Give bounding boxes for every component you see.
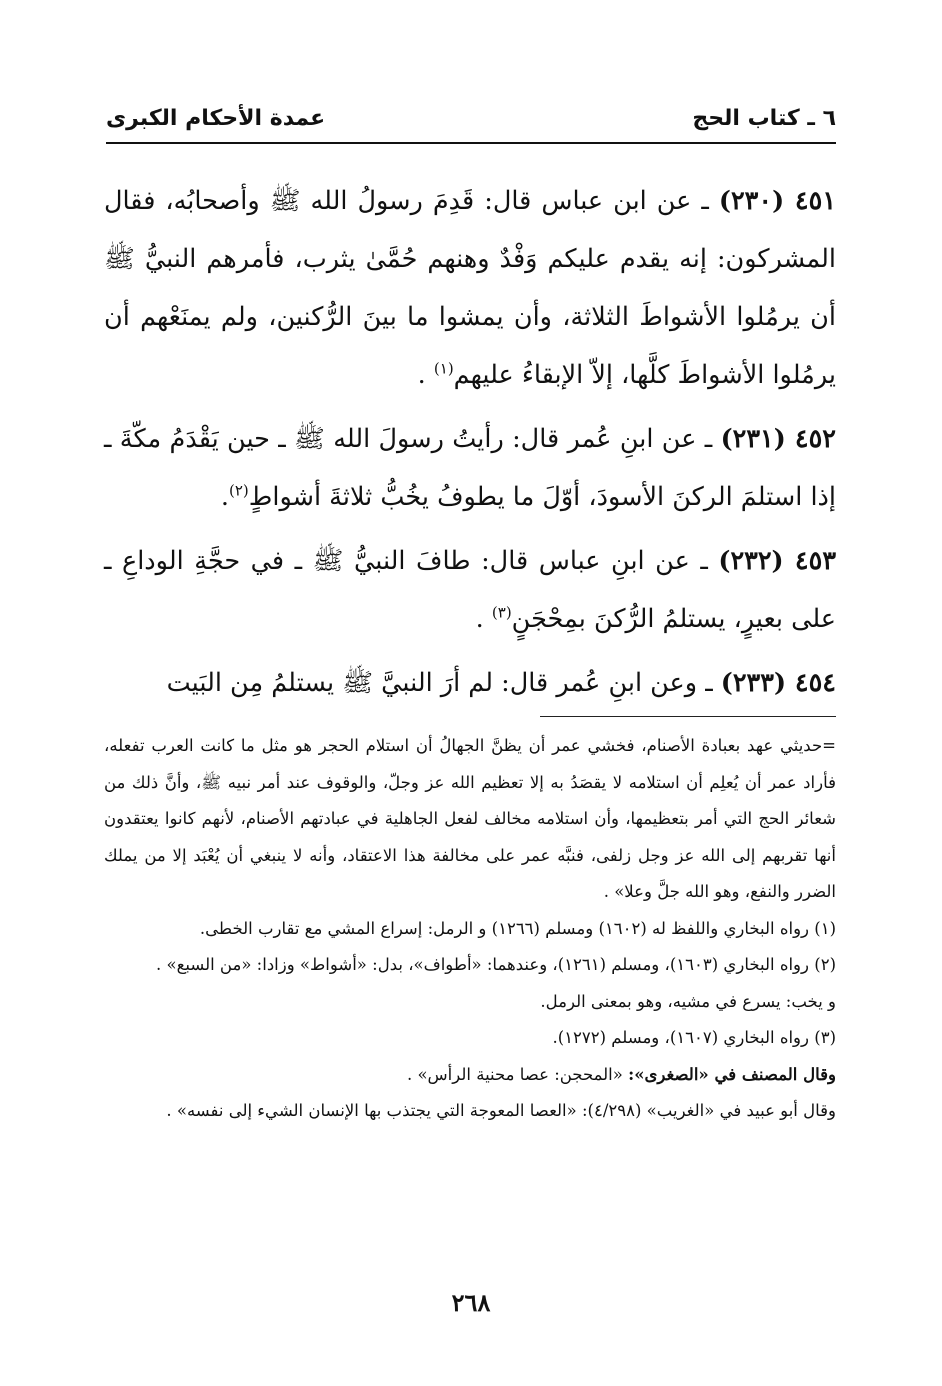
hadith-451: [104, 172, 836, 404]
hadith-body: ـ عن ابن عباس قال: قَدِمَ رسولُ الله ﷺ وأصحابُه، فقال المشركون: إنه يقدم عليكم وَفْدٌ وهنهم حُمَّىٰ يثرب، فأمرهم النبيُّ ﷺ أن يرمُلوا الأشواطَ الثلاثة، وأن يمشوا ما بينَ الرُّكنين، ولم يمنَعْهم أن يرمُلوا الأشواطَ كلَّها، إلاّ الإبقاءُ عليهم: [104, 186, 836, 390]
footnote-separator: [540, 716, 836, 717]
footnote-ref: (٢): [229, 481, 249, 500]
hadith-end: .: [475, 604, 492, 634]
hadith-text: [104, 172, 836, 718]
page-number: ٢٦٨: [451, 1288, 491, 1317]
footnote-ref: (١): [433, 359, 454, 378]
footnotes: [104, 728, 836, 1130]
hadith-number: ٤٥١ (٢٣٠): [718, 186, 837, 216]
hadith-end: .: [220, 482, 229, 512]
hadith-body: ـ عن ابنِ عُمر قال: رأيتُ رسولَ الله ﷺ ـ حين يَقْدَمُ مكّةَ ـ إذا استلمَ الركنَ الأسودَ، أوّلَ ما يطوفُ يخُبُّ ثلاثةَ أشواطٍ: [104, 424, 836, 512]
hadith-number: ٤٥٣ (٢٣٢): [718, 546, 837, 576]
footnote-3-gharib: وقال أبو عبيد في «الغريب» (٤/٢٩٨): «العصا المعوجة التي يجتذب بها الإنسان الشيء إلى نفسه» .: [166, 1101, 836, 1120]
hadith-number: ٤٥٢ (٢٣١): [720, 424, 836, 454]
header-rule: [106, 142, 836, 144]
footnote-2-gloss: و يخب: يسرع في مشيه، وهو بمعنى الرمل.: [540, 991, 836, 1011]
footnote-2: (٢) رواه البخاري (١٦٠٣)، ومسلم (١٢٦١)، وعندهما: «أطواف»، بدل: «أشواط» وزادا: «من السبع» .: [156, 955, 836, 974]
hadith-454: [104, 654, 836, 712]
hadith-body: ـ وعن ابنِ عُمر قال: لم أرَ النبيَّ ﷺ يستلمُ مِن البَيت: [166, 668, 721, 698]
hadith-453: [104, 532, 836, 648]
hadith-body: ـ عن ابنِ عباس قال: طافَ النبيُّ ﷺ ـ في حجَّةِ الوداعِ ـ على بعيرٍ، يستلمُ الرُّكنَ بمِحْجَنٍ: [104, 546, 836, 634]
footnote-continuation: =حديثي عهد بعبادة الأصنام، فخشي عمر أن يظنَّ الجهالُ أن استلام الحجر هو مثل ما كانت العرب تفعله، فأراد عمر أن يُعلِم أن استلامه لا يقصَدُ به إلا تعظيم الله عز وجلّ، والوقوف عند أمر نبيه ﷺ، وأنَّ ذلك من شعائر الحج التي أمر بتعظيمها، وأن استلامه مخالف لفعل الجاهلية في عبادتهم الأصنام، لأنهم كانوا يعتقدون أنها تقربهم إلى الله عز وجل زلفى، فنبَّه عمر على مخالفة هذا الاعتقاد، وأنه لا ينبغي أن يُعْبَد إلا من يملك الضرر والنفع، وهو الله جلَّ وعلا» .: [104, 736, 836, 901]
chapter-title: ٦ ـ كتاب الحج: [692, 106, 836, 131]
hadith-452: [104, 410, 836, 526]
hadith-number: ٤٥٤ (٢٣٣): [720, 668, 836, 698]
footnote-3: (٣) رواه البخاري (١٦٠٧)، ومسلم (١٢٧٢).: [552, 1028, 836, 1047]
footnote-3-author-note: وقال المصنف في «الصغرى»: «المحجن: عصا محنية الرأس» .: [406, 1064, 836, 1084]
running-header: [106, 100, 836, 144]
book-title: عمدة الأحكام الكبرى: [106, 106, 326, 131]
footnote-ref: (٣): [491, 603, 512, 622]
hadith-end: .: [417, 360, 434, 390]
footnote-1: (١) رواه البخاري واللفظ له (١٦٠٢) ومسلم (١٢٦٦) و الرمل: إسراع المشي مع تقارب الخطى.: [199, 918, 836, 938]
